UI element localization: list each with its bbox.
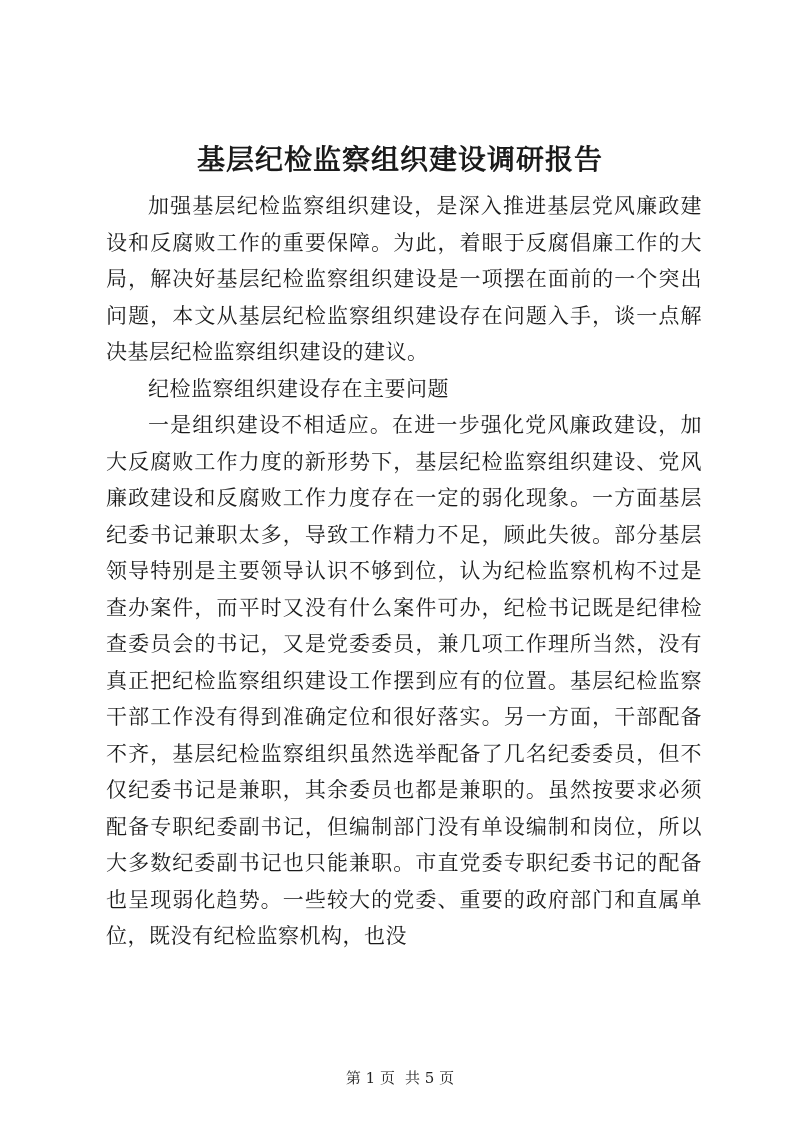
document-title: 基层纪检监察组织建设调研报告 bbox=[196, 143, 603, 176]
page-number: 第 1 页 bbox=[345, 1069, 395, 1087]
section-heading: 纪检监察组织建设存在主要问题 bbox=[148, 376, 449, 401]
paragraph-issue-one: 一是组织建设不相适应。在进一步强化党风廉政建设，加大反腐败工作力度的新形势下，基层纪检监察组织建设、党风廉政建设和反腐败工作力度存在一定的弱化现象。一方面基层纪委书记兼职太多，导致工作精力不足，顾此失彼。部分基层领导特别是主要领导认识不够到位，认为纪检监察机构不过是查办案件，而平时又没有什么案件可办，纪检书记既是纪律检查委员会的书记，又是党委委员，兼几项工作理所当然，没有真正把纪检监察组织建设工作摆到应有的位置。基层纪检监察干部工作没有得到准确定位和很好落实。另一方面，干部配备不齐，基层纪检监察组织虽然选举配备了几名纪委委员，但不仅纪委书记是兼职，其余委员也都是兼职的。虽然按要求必须配备专职纪委副书记，但编制部门没有单设编制和岗位，所以大多数纪委副书记也只能兼职。市直党委专职纪委书记的配备也呈现弱化趋势。一些较大的党委、重要的政府部门和直属单位，既没有纪检监察机构，也没 bbox=[106, 413, 702, 948]
page-total: 共 5 页 bbox=[405, 1069, 455, 1087]
document-body bbox=[106, 188, 702, 955]
paragraph-intro: 加强基层纪检监察组织建设，是深入推进基层党风廉政建设和反腐败工作的重要保障。为此，着眼于反腐倡廉工作的大局，解决好基层纪检监察组织建设是一项摆在面前的一个突出问题，本文从基层纪检监察组织建设存在问题入手，谈一点解决基层纪检监察组织建设的建议。 bbox=[106, 194, 702, 364]
page-footer bbox=[0, 1068, 800, 1088]
